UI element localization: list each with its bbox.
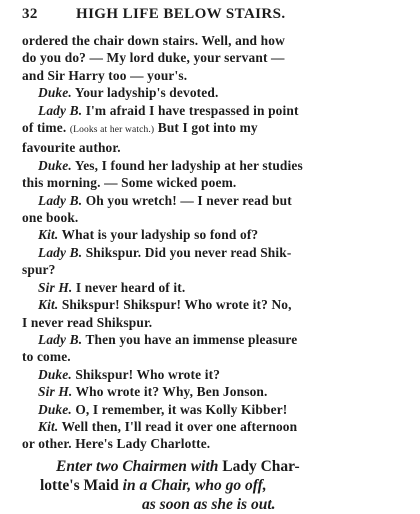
speaker-name: Duke. bbox=[38, 157, 72, 173]
text-line bbox=[22, 226, 406, 243]
text-line bbox=[22, 314, 406, 331]
stage-direction-line: lotte's Maid in a Chair, who go off, bbox=[40, 476, 267, 494]
line-text: of time. bbox=[22, 120, 70, 136]
line-text: ordered the chair down stairs. Well, and how bbox=[22, 33, 285, 48]
text-line bbox=[22, 244, 406, 261]
line-text: one book. bbox=[22, 210, 79, 226]
text-line bbox=[22, 67, 406, 84]
text-line bbox=[22, 435, 406, 452]
text-line bbox=[22, 383, 406, 400]
stage-direction bbox=[22, 457, 406, 514]
speaker-name: Sir H. bbox=[38, 279, 73, 295]
text-line bbox=[22, 139, 406, 156]
line-text: O, I remember, it was Kolly Kibber! bbox=[71, 401, 288, 417]
page-header bbox=[22, 6, 406, 32]
text-line bbox=[22, 279, 406, 296]
speaker-name: Lady B. bbox=[38, 102, 83, 118]
speaker-name: Lady B. bbox=[38, 331, 83, 347]
text-line bbox=[22, 261, 406, 278]
line-text: I'm afraid I have trespassed in point bbox=[82, 102, 299, 118]
running-title: HIGH LIFE BELOW STAIRS. bbox=[76, 6, 286, 22]
stage-direction-line: as soon as she is out. bbox=[142, 495, 276, 513]
speaker-name: Kit. bbox=[38, 297, 59, 313]
line-text: Shikspur! Shikspur! Who wrote it? No, bbox=[58, 297, 292, 313]
speaker-name: Duke. bbox=[38, 401, 72, 417]
speaker-name: Lady B. bbox=[38, 192, 83, 208]
text-line bbox=[22, 209, 406, 226]
text-line bbox=[22, 157, 406, 174]
stage-aside: (Looks at her watch.) bbox=[69, 125, 155, 136]
line-text: But I got into my bbox=[154, 120, 258, 136]
speaker-name: Lady B. bbox=[38, 244, 83, 260]
text-line bbox=[22, 174, 406, 191]
line-text: Shikspur! Who wrote it? bbox=[71, 366, 221, 382]
line-text: Yes, I found her ladyship at her studies bbox=[71, 157, 303, 173]
text-line bbox=[22, 296, 406, 313]
line-text: Shikspur. Did you never read Shik- bbox=[82, 244, 292, 260]
text-line bbox=[22, 366, 406, 383]
line-text: spur? bbox=[22, 262, 56, 278]
speaker-name: Sir H. bbox=[38, 384, 73, 400]
text-line bbox=[22, 32, 406, 49]
line-text: Oh you wretch! — I never read but bbox=[82, 192, 292, 208]
text-line bbox=[22, 331, 406, 348]
line-text: favourite author. bbox=[22, 140, 121, 156]
text-line bbox=[22, 192, 406, 209]
line-text: Then you have an immense pleasure bbox=[82, 331, 298, 347]
stage-direction-line: Enter two Chairmen with Lady Char- bbox=[56, 457, 300, 475]
speaker-name: Duke. bbox=[38, 366, 72, 382]
speaker-name: Kit. bbox=[38, 227, 59, 243]
text-line bbox=[22, 102, 406, 119]
line-text: this morning. — Some wicked poem. bbox=[22, 175, 237, 191]
line-text: do you do? — My lord duke, your servant — bbox=[22, 50, 285, 66]
line-text: I never read Shikspur. bbox=[22, 314, 153, 330]
text-line bbox=[22, 348, 406, 365]
text-line bbox=[22, 418, 406, 435]
speaker-name: Kit. bbox=[38, 418, 59, 434]
text-line bbox=[22, 401, 406, 418]
line-text: to come. bbox=[22, 349, 71, 365]
speaker-name: Duke. bbox=[38, 85, 72, 101]
text-line bbox=[22, 119, 406, 139]
text-line bbox=[22, 49, 406, 66]
line-text: or other. Here's Lady Charlotte. bbox=[22, 436, 211, 452]
line-text: What is your ladyship so fond of? bbox=[58, 227, 259, 243]
line-text: Your ladyship's devoted. bbox=[71, 85, 219, 101]
dialogue-block bbox=[22, 32, 406, 453]
line-text: and Sir Harry too — your's. bbox=[22, 67, 188, 83]
line-text: Well then, I'll read it over one afternoon bbox=[58, 418, 298, 434]
line-text: Who wrote it? Why, Ben Jonson. bbox=[72, 384, 268, 400]
page-number: 32 bbox=[22, 6, 38, 22]
line-text: I never heard of it. bbox=[72, 279, 186, 295]
text-line bbox=[22, 84, 406, 101]
